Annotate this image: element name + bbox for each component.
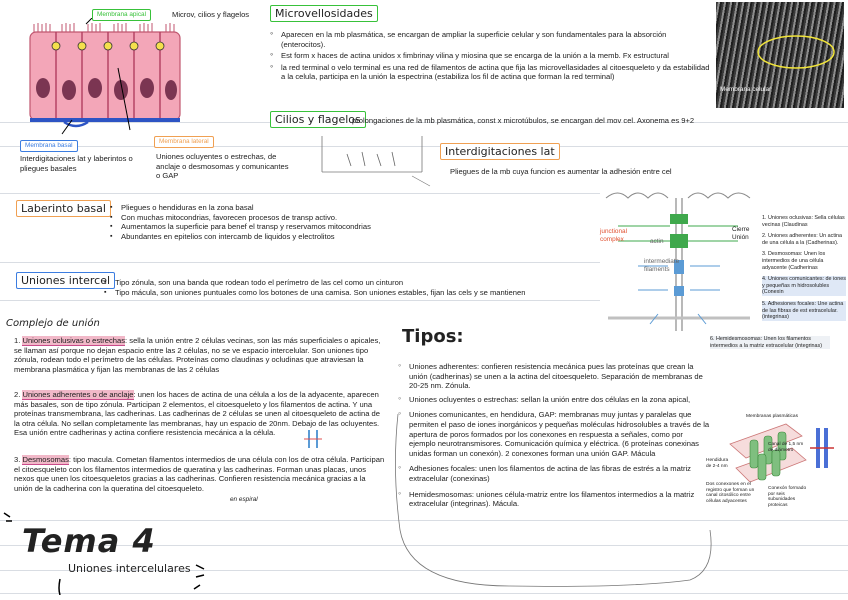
laberinto-bullet-3: ▪ Aumentamos la superficie para benef el transp y reservamos mitocondrias	[110, 222, 530, 232]
complejo-item-1	[14, 336, 386, 374]
interdigitaciones-text: Pliegues de la mb cuya funcion es aumentar la adhesión entre cel	[450, 167, 672, 176]
lateral-note: Uniones ocluyentes o estrechas, de anclaje o desmosomas y comunicantes o GAP	[156, 152, 289, 181]
item2-head: Uniones adherentes o de anclaje	[22, 390, 134, 399]
label-microv-cilios: Microv, cilios y flagelos	[172, 10, 250, 19]
tipo-hemidesmosomas: ◦ Hemidesmosomas: uniones célula-matriz entre los filamentos intermedios a la matriz extracelular (integrinas). Mácula.	[398, 490, 710, 509]
label-membrana-basal: Membrana basal	[20, 140, 78, 152]
junction-legend-4: 4. Uniones comunicantes: de iones y pequeñas m hidrosolubles (Conexin	[762, 276, 846, 296]
laberinto-title: Laberinto basal	[16, 200, 111, 217]
epithelial-cells-illustration	[26, 18, 186, 136]
item3-head: Desmosomas	[22, 455, 69, 464]
laberinto-bullet-1: ▪ Pliegues o hendiduras en la zona basal	[110, 203, 530, 213]
microv-bullet-3: ◦ la red terminal o velo terminal es una red de filamentos de actina que fija las microvellasidades al citoesqueleto y da estabilidad a la celula, participa en la unión la espectrina (estabiliza los fil de actina que forman la red terminal)	[270, 63, 710, 82]
micrograph-photo	[716, 2, 844, 108]
label-cierre: Cierre Unión	[732, 226, 750, 241]
scribble-marks	[0, 505, 220, 595]
tipo-adherentes: ◦ Uniones adherentes: confieren resistencia mecánica pues las proteínas que crean la unión (cadherinas) se unen a la actina del citoesqueleto. Separación de membranas de 20-25 nm. Zónula.	[398, 362, 710, 391]
junction-legend	[762, 215, 846, 321]
junction-legend-3: 3. Desmosomas: Unen los intermedios de una célula adyacente (Cadherinas	[762, 251, 826, 271]
adherens-mini-icon	[302, 430, 324, 448]
junction-legend-6: 6. Hemidesmosomas: Unen los filamentos intermedios a la matriz extracelular (integrinas)	[710, 336, 830, 349]
gap-label-3: Hendidura de 2-4 nm	[706, 458, 729, 469]
junction-legend-2: 2. Uniones adherentes: Un actina de una célula a la (Cadherinas).	[762, 233, 843, 246]
label-membrana-lateral: Membrana lateral	[154, 136, 214, 148]
tipo-ocluyentes: ◦ Uniones ocluyentes o estrechas: sellan la unión entre dos células en la zona apical,	[398, 395, 710, 405]
tema-subtitle: Uniones intercelulares	[68, 562, 191, 575]
microvellosidades-list	[270, 30, 710, 82]
junction-legend-1: 1. Uniones oclusivas: Sella células vecinas (Claudinas	[762, 215, 845, 228]
complejo-title: Complejo de unión	[6, 318, 100, 329]
item1-head: Uniones oclusivas o estrechas	[22, 336, 126, 345]
tipo-comunicantes: ◦ Uniones comunicantes, en hendidura, GAP: membranas muy juntas y paralelas que permiten el paso de iones inorgánicos y pequeñas moléculas hidrosolubles a través de la apertura de poros formados por los conexones en respuesta a señales, como por ejemplo neurotransmisores. Comunicación química y eléctrica. (6 proteínas conexinas unidas forman un conexón). 2 conexones forman una unión GAP. Mácula	[398, 410, 710, 458]
label-actin: actin	[650, 238, 664, 245]
gap-label-5: Conexón formado por seis subunidades proteicas	[768, 486, 807, 508]
cilios-title: Cilios y flagelos	[270, 111, 366, 128]
junction-diagram	[598, 186, 760, 336]
item3-num: 3.	[14, 455, 21, 464]
tipos-title: Tipos:	[402, 326, 464, 347]
item1-num: 1.	[14, 336, 21, 345]
gap-label-1: Membranas plasmáticas	[746, 414, 798, 419]
microv-bullet-1: ◦ Aparecen en la mb plasmática, se encargan de ampliar la superficie celular y son fundamentales para la absorción (enterocitos).	[270, 30, 710, 49]
uniones-bullet-2: ▪ Tipo mácula, son uniones puntuales como los botones de una camisa. Son uniones estables, fijan las cels y se mantienen	[104, 288, 594, 298]
label-junctional: junctional complex	[600, 228, 628, 243]
item3-text: : tipo macula. Cometan filamentos intermedios de una célula con los de otra célula. Participan el citoesqueleto con los filamentos intermedios de queratina y las cadherinas. Forman unas placas, unos nexos que unen los citoesqueletos gracias a las cadherinas. Confieren resistencia mecánica gracias a la unión de la cadherina con la queratina del citoesqueleto.	[14, 455, 385, 493]
item2-text: : unen los haces de actina de una célula a los de la adyacente, aparecen más basales, son de tipo zónula. Participan 2 elementos, el citoesqueleto y los filamentos de actina. Y una proteínas transmembrana, las cadherinas. Las cadherinas de 2 células se unen al citoesqueleto de actina de la otra célula. No sellan completamente las membranas, hay un espacio de 20nm. Debajo de las ocluyentes. Esa unión entre cadherinas y actina confiere resistencia mecánica a la célula.	[14, 390, 380, 438]
uniones-list	[104, 278, 594, 297]
junction-legend-5: 5. Adhesiones focales: Une actina de las fibras de est extracelular. (integrinas)	[762, 301, 846, 321]
tipos-wavy-border	[390, 410, 720, 590]
cilia-sketch	[312, 132, 432, 190]
uniones-title: Uniones intercel	[16, 272, 115, 289]
complejo-item-2	[14, 390, 386, 438]
laberinto-bullet-4: ▪ Abundantes en epitelios con intercamb de liquidos y electrolitos	[110, 232, 530, 242]
uniones-bullet-1: ▪ Tipo zónula, son una banda que rodean todo el perímetro de las cel como un cinturon	[104, 278, 594, 288]
gap-diagram	[706, 414, 846, 520]
basal-note: Interdigitaciones lat y laberintos o pliegues basales	[20, 154, 133, 173]
interdigitaciones-title: Interdigitaciones lat	[440, 143, 560, 160]
item2-num: 2.	[14, 390, 21, 399]
tipo-adhesiones: ◦ Adhesiones focales: unen los filamentos de actina de las fibras de estrés a la matriz extracelular (conexinas)	[398, 464, 710, 483]
microv-bullet-2: ◦ Est form x haces de actina unidos x fimbrinay vilina y miosina que se encarga de la unión a la memb. Fx estructural	[270, 51, 710, 61]
gap-label-4: Dos conexones en el registro que forman un canal citosólico entre células adyacentes	[706, 482, 755, 504]
microvellosidades-title: Microvellosidades	[270, 5, 378, 22]
label-membrana-celular: Membrana celular	[720, 86, 772, 93]
gap-label-2: Canal de 1,5 nm de diámetro	[768, 442, 804, 453]
tema-title: Tema 4	[22, 522, 156, 560]
label-intermediate: intermediate filaments	[644, 258, 680, 273]
label-membrana-apical: Membrana apical	[92, 9, 151, 21]
cilios-text: prolongaciones de la mb plasmática, const x microtúbulos, se encargan del mov cel. Axonema es 9+2	[352, 116, 695, 125]
complejo-item-3	[14, 455, 386, 493]
laberinto-bullet-2: ▪ Con muchas mitocondrias, favorecen procesos de transp activo.	[110, 213, 530, 223]
scribble-note: en espiral	[230, 496, 258, 503]
item1-text: : sella la unión entre 2 células vecinas, son las más superficiales o apicales, se llaman así porque no dejan espacio entre las 2 células, no se ve espacio intercelular. Son uniones tipo zónula, rodean todo el perímetro de las células. Proteínas como claudinas y ocludinas que atraviesan la membrana plasmática y fijan las membranas de las 2 células	[14, 336, 381, 374]
laberinto-list	[110, 203, 530, 241]
